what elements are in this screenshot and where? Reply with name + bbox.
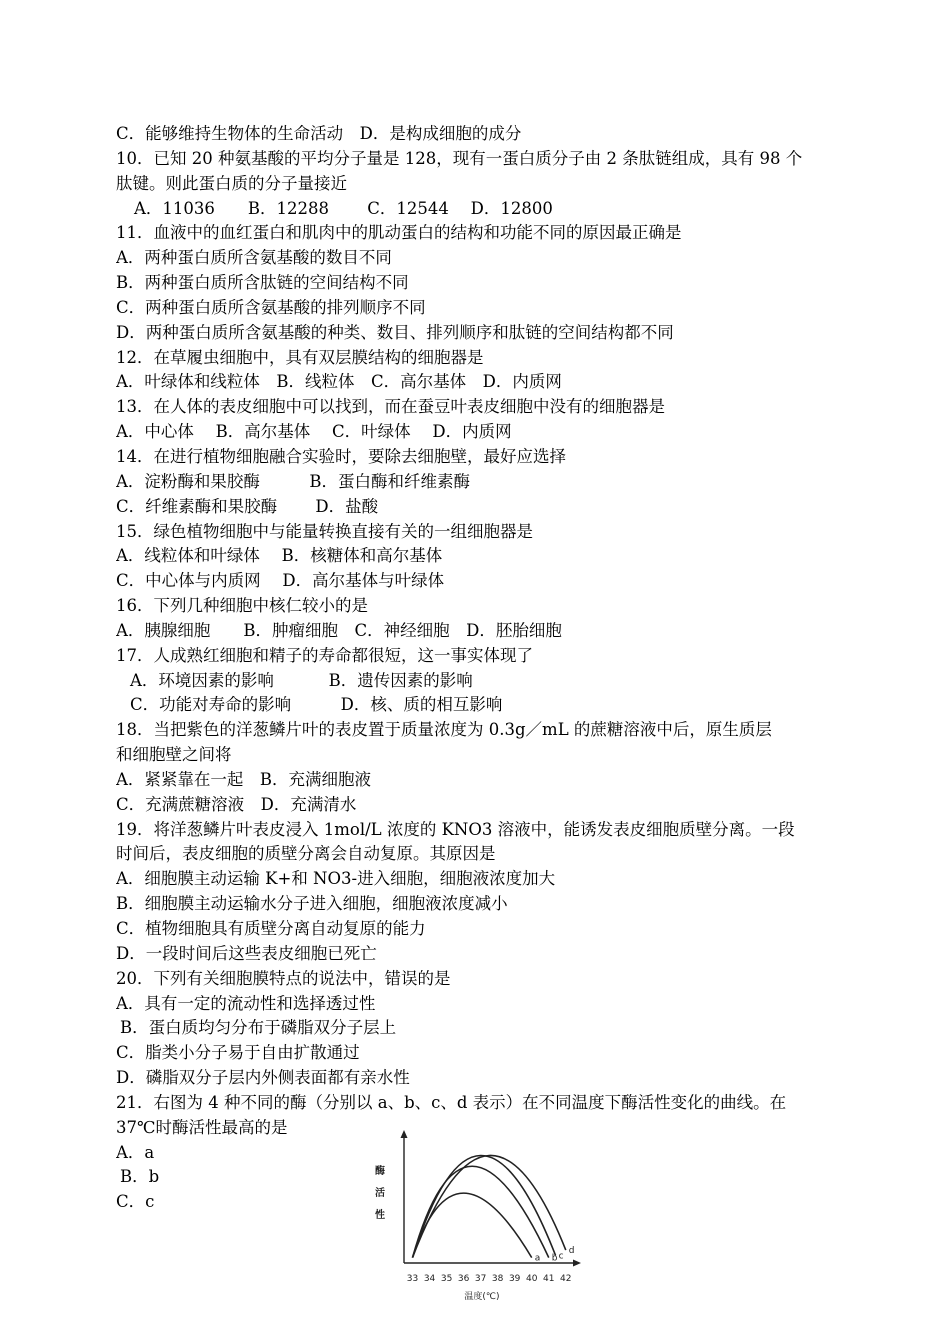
question-document bbox=[116, 122, 856, 1215]
x-tick-label: 41 bbox=[543, 1274, 555, 1284]
option-line: C．中心体与内质网 D．高尔基体与叶绿体 bbox=[116, 571, 445, 591]
text-line: 肽键。则此蛋白质的分子量接近 bbox=[116, 173, 347, 193]
question-20-stem: 20．下列有关细胞膜特点的说法中，错误的是 bbox=[116, 968, 451, 988]
x-tick-label: 34 bbox=[423, 1274, 436, 1284]
option-line: B．b bbox=[120, 1167, 160, 1187]
x-tick-label: 37 bbox=[474, 1274, 487, 1284]
question-21-stem: 21．右图为 4 种不同的酶（分别以 a、b、c、d 表示）在不同温度下酶活性变化的曲线。在 bbox=[116, 1092, 787, 1112]
y-axis-label-char: 活 bbox=[375, 1188, 385, 1199]
series-line-c bbox=[413, 1155, 556, 1257]
option-line: A．a bbox=[116, 1142, 155, 1162]
option-line: A．两种蛋白质所含氨基酸的数目不同 bbox=[116, 248, 392, 268]
x-tick-labels bbox=[407, 1274, 572, 1284]
option-line: C．植物细胞具有质壁分离自动复原的能力 bbox=[116, 919, 426, 938]
y-axis-label bbox=[375, 1164, 385, 1221]
x-tick-label: 36 bbox=[457, 1274, 470, 1284]
question-13-stem: 13．在人体的表皮细胞中可以找到，而在蚕豆叶表皮细胞中没有的细胞器是 bbox=[116, 397, 665, 417]
y-axis-label-char: 性 bbox=[375, 1210, 385, 1221]
y-axis-arrow bbox=[401, 1130, 408, 1138]
question-10-stem: 10．已知 20 种氨基酸的平均分子量是 128，现有一蛋白质分子由 2 条肽链组成，具有 98 个 bbox=[116, 148, 803, 168]
series-label-b: b bbox=[551, 1253, 558, 1264]
series-line-a bbox=[413, 1193, 532, 1258]
option-line: A．线粒体和叶绿体 B．核糖体和高尔基体 bbox=[116, 546, 443, 566]
question-10-options: A．11036 B．12288 C．12544 D．12800 bbox=[134, 198, 553, 218]
series-group bbox=[413, 1155, 575, 1263]
text-line: C．能够维持生物体的生命活动 D．是构成细胞的成分 bbox=[116, 124, 522, 143]
option-line: A．叶绿体和线粒体 B．线粒体 C．高尔基体 D．内质网 bbox=[116, 372, 562, 392]
text-line: 37℃时酶活性最高的是 bbox=[116, 1117, 288, 1137]
x-tick-label: 40 bbox=[525, 1274, 538, 1284]
option-line: C．c bbox=[116, 1192, 155, 1212]
question-17-stem: 17．人成熟红细胞和精子的寿命都很短，这一事实体现了 bbox=[116, 645, 533, 665]
option-line: A．具有一定的流动性和选择透过性 bbox=[116, 993, 376, 1013]
option-line: D．一段时间后这些表皮细胞已死亡 bbox=[116, 943, 377, 963]
series-label-d: d bbox=[568, 1246, 575, 1257]
option-line: C．纤维素酶和果胶酶 D．盐酸 bbox=[116, 496, 379, 516]
series-label-c: c bbox=[558, 1251, 564, 1262]
option-line: C．脂类小分子易于自由扩散通过 bbox=[116, 1043, 360, 1063]
x-tick-label: 39 bbox=[508, 1274, 521, 1284]
option-line: A．环境因素的影响 B．遗传因素的影响 bbox=[130, 670, 473, 690]
text-line: 时间后，表皮细胞的质壁分离会自动复原。其原因是 bbox=[116, 844, 496, 864]
option-line: B．两种蛋白质所含肽链的空间结构不同 bbox=[116, 273, 409, 293]
option-line: A．细胞膜主动运输 K+和 NO3-进入细胞，细胞液浓度加大 bbox=[116, 869, 556, 889]
option-line: C．功能对寿命的影响 D．核、质的相互影响 bbox=[130, 695, 503, 715]
option-line: C．充满蔗糖溶液 D．充满清水 bbox=[116, 794, 357, 814]
option-line: D．两种蛋白质所含氨基酸的种类、数目、排列顺序和肽链的空间结构都不同 bbox=[116, 322, 674, 342]
option-line: A．紧紧靠在一起 B．充满细胞液 bbox=[116, 769, 372, 789]
option-line: B．蛋白质均匀分布于磷脂双分子层上 bbox=[120, 1018, 397, 1038]
question-12-stem: 12．在草履虫细胞中，具有双层膜结构的细胞器是 bbox=[116, 347, 484, 367]
x-axis-arrow bbox=[573, 1260, 581, 1267]
option-line: A．胰腺细胞 B．肿瘤细胞 C．神经细胞 D．胚胎细胞 bbox=[116, 620, 562, 640]
x-tick-label: 42 bbox=[560, 1274, 572, 1284]
question-15-stem: 15．绿色植物细胞中与能量转换直接有关的一组细胞器是 bbox=[116, 521, 533, 541]
question-18-stem: 18．当把紫色的洋葱鳞片叶的表皮置于质量浓度为 0.3g／mL 的蔗糖溶液中后，原生质层 bbox=[116, 720, 772, 740]
x-tick-label: 35 bbox=[440, 1274, 453, 1284]
option-line: A．中心体 B．高尔基体 C．叶绿体 D．内质网 bbox=[116, 422, 512, 442]
x-tick-label: 38 bbox=[491, 1274, 504, 1284]
option-line: C．两种蛋白质所含氨基酸的排列顺序不同 bbox=[116, 297, 426, 317]
chart-svg bbox=[362, 1128, 584, 1304]
text-line: 和细胞壁之间将 bbox=[116, 745, 232, 765]
option-line: D．磷脂双分子层内外侧表面都有亲水性 bbox=[116, 1068, 410, 1088]
enzyme-activity-chart bbox=[362, 1128, 584, 1304]
y-axis-label-char: 酶 bbox=[375, 1166, 385, 1177]
question-14-stem: 14．在进行植物细胞融合实验时，要除去细胞壁，最好应选择 bbox=[116, 446, 566, 466]
question-11-stem: 11．血液中的血红蛋白和肌肉中的肌动蛋白的结构和功能不同的原因最正确是 bbox=[116, 223, 682, 243]
x-axis-label: 温度(℃) bbox=[464, 1292, 500, 1302]
x-tick-label: 33 bbox=[406, 1274, 419, 1284]
question-19-stem: 19．将洋葱鳞片叶表皮浸入 1mol/L 浓度的 KNO3 溶液中，能诱发表皮细胞质壁分离。一段 bbox=[116, 819, 795, 839]
option-line: B．细胞膜主动运输水分子进入细胞，细胞液浓度减小 bbox=[116, 894, 508, 914]
series-label-a: a bbox=[534, 1253, 541, 1264]
option-line: A．淀粉酶和果胶酶 B．蛋白酶和纤维素酶 bbox=[116, 471, 471, 491]
question-16-stem: 16．下列几种细胞中核仁较小的是 bbox=[116, 596, 368, 616]
